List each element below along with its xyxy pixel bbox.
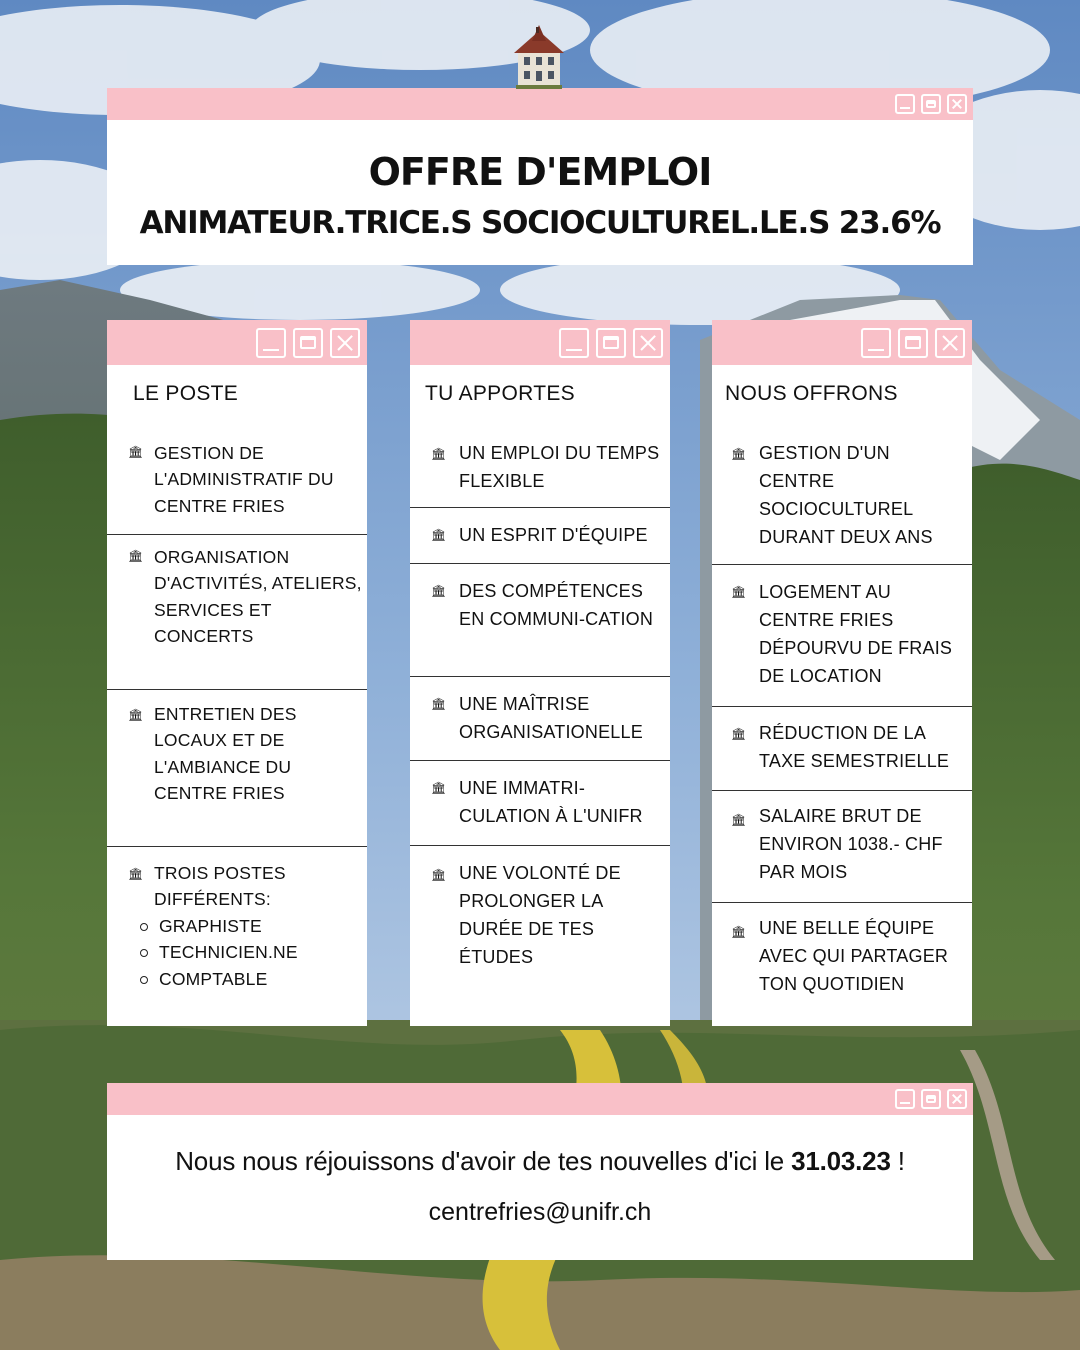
maximize-icon[interactable]: [596, 328, 626, 358]
list-item: 🏛 UN ESPRIT D'ÉQUIPE: [410, 507, 670, 564]
header-title-bar: [107, 88, 973, 120]
list-item: 🏛 ORGANISATION D'ACTIVITÉS, ATELIERS, SERVICES ET CONCERTS: [107, 534, 367, 690]
contact-email[interactable]: centrefries@unifr.ch: [428, 1198, 652, 1226]
window-le-poste: [107, 320, 367, 1026]
list-item: 🏛 UNE IMMATRI-CULATION À L'UNIFR: [410, 760, 670, 846]
column-title-bar: [712, 320, 972, 365]
sub-list-item: TECHNICIEN.NE: [127, 939, 298, 965]
list-item: 🏛 ENTRETIEN DES LOCAUX ET DE L'AMBIANCE DU CENTRE FRIES: [107, 689, 367, 847]
list-item: 🏛 UN EMPLOI DU TEMPS FLEXIBLE: [410, 428, 670, 508]
maximize-icon[interactable]: [921, 1089, 941, 1109]
minimize-icon[interactable]: [861, 328, 891, 358]
building-icon: 🏛: [431, 868, 447, 882]
building-icon: 🏛: [731, 585, 747, 599]
villa-logo-icon: [510, 25, 568, 89]
list-item: 🏛 SALAIRE BRUT DE ENVIRON 1038.- CHF PAR MOIS: [712, 790, 972, 903]
list-item: 🏛 RÉDUCTION DE LA TAXE SEMESTRIELLE: [712, 706, 972, 791]
minimize-icon[interactable]: [895, 1089, 915, 1109]
column-title-bar: [107, 320, 367, 365]
list-item: 🏛 LOGEMENT AU CENTRE FRIES DÉPOURVU DE FRAIS DE LOCATION: [712, 564, 972, 707]
page-title: OFFRE D'EMPLOI: [368, 150, 712, 194]
list-item: 🏛 GESTION DE L'ADMINISTRATIF DU CENTRE FRIES: [107, 428, 367, 535]
building-icon: 🏛: [128, 708, 144, 722]
list-item: 🏛 UNE VOLONTÉ DE PROLONGER LA DURÉE DE TES ÉTUDES: [431, 863, 621, 967]
building-icon: 🏛: [731, 813, 747, 827]
list-item: 🏛 UNE MAÎTRISE ORGANISATIONELLE: [410, 676, 670, 761]
building-icon: 🏛: [431, 447, 447, 461]
close-icon[interactable]: [330, 328, 360, 358]
deadline-date: 31.03.23: [791, 1146, 891, 1176]
list-item: 🏛 GESTION D'UN CENTRE SOCIOCULTUREL DURANT DEUX ANS: [712, 428, 972, 565]
list-item: 🏛 UNE BELLE ÉQUIPE AVEC QUI PARTAGER TON QUOTIDIEN: [731, 918, 949, 994]
window-tu-apportes: [410, 320, 670, 1026]
job-title: ANIMATEUR.TRICE.S SOCIOCULTUREL.LE.S 23.6%: [139, 205, 941, 241]
footer-window: [107, 1083, 973, 1260]
close-icon[interactable]: [947, 1089, 967, 1109]
deadline-message: Nous nous réjouissons d'avoir de tes nouvelles d'ici le 31.03.23 !: [175, 1146, 905, 1176]
list-item: 🏛 TROIS POSTES DIFFÉRENTS: GRAPHISTE TECHNICIEN.NE COMPTABLE: [107, 846, 367, 1026]
column-heading: NOUS OFFRONS: [725, 382, 898, 405]
minimize-icon[interactable]: [559, 328, 589, 358]
building-icon: 🏛: [431, 697, 447, 711]
close-icon[interactable]: [935, 328, 965, 358]
building-icon: 🏛: [431, 781, 447, 795]
building-icon: 🏛: [128, 867, 144, 881]
building-icon: 🏛: [128, 445, 144, 459]
header-window: [107, 88, 973, 265]
maximize-icon[interactable]: [898, 328, 928, 358]
maximize-icon[interactable]: [293, 328, 323, 358]
close-icon[interactable]: [947, 94, 967, 114]
maximize-icon[interactable]: [921, 94, 941, 114]
building-icon: 🏛: [128, 549, 144, 563]
building-icon: 🏛: [431, 528, 447, 542]
building-icon: 🏛: [431, 584, 447, 598]
close-icon[interactable]: [633, 328, 663, 358]
minimize-icon[interactable]: [895, 94, 915, 114]
column-heading: LE POSTE: [133, 382, 239, 405]
sub-list: [127, 913, 298, 992]
list-item: 🏛 DES COMPÉTENCES EN COMMUNI-CATION: [410, 563, 670, 677]
building-icon: 🏛: [731, 727, 747, 741]
column-title-bar: [410, 320, 670, 365]
minimize-icon[interactable]: [256, 328, 286, 358]
column-heading: TU APPORTES: [425, 382, 575, 405]
sub-list-item: COMPTABLE: [127, 966, 298, 992]
sub-list-item: GRAPHISTE: [127, 913, 298, 939]
window-nous-offrons: [712, 320, 972, 1026]
building-icon: 🏛: [731, 925, 747, 939]
footer-title-bar: [107, 1083, 973, 1115]
building-icon: 🏛: [731, 447, 747, 461]
